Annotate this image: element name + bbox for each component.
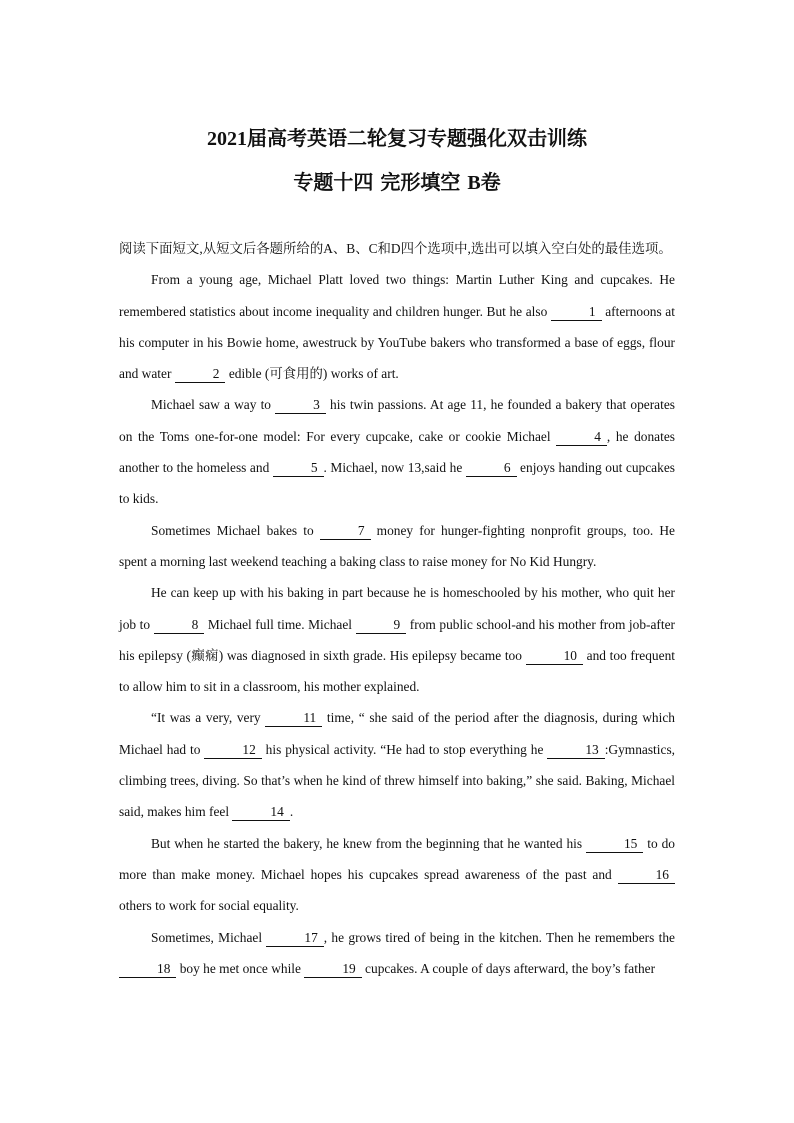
text: enjoys handing out cupcakes to kids. xyxy=(119,460,675,507)
blank-17: 17 xyxy=(266,930,323,947)
blank-4: 4 xyxy=(556,429,607,446)
text: Michael saw a way to xyxy=(151,397,276,413)
blank-7: 7 xyxy=(320,523,371,540)
text: others to work for social equality. xyxy=(119,898,299,914)
blank-9: 9 xyxy=(356,617,407,634)
text: Sometimes Michael bakes to xyxy=(151,522,320,538)
blank-16: 16 xyxy=(618,867,675,884)
text: “It was a very, very xyxy=(151,710,266,726)
text: his physical activity. “He had to stop everything he xyxy=(261,741,548,757)
blank-13: 13 xyxy=(547,742,604,759)
blank-11: 11 xyxy=(265,710,322,727)
blank-5: 5 xyxy=(273,460,324,477)
paragraph-1 xyxy=(119,264,675,389)
blank-3: 3 xyxy=(275,397,326,414)
paragraph-7 xyxy=(119,922,675,985)
paragraph-5 xyxy=(119,702,675,827)
paragraph-3 xyxy=(119,515,675,578)
text: from public school-and his mother from job-after his epilepsy (癫痫) was diagnosed in sixth grade. His epilepsy became too xyxy=(119,616,675,663)
blank-10: 10 xyxy=(526,648,583,665)
text: From a young age, Michael Platt loved two things: Martin Luther King and cupcakes. He remembered statistics about income inequality and children hunger. But he also xyxy=(119,272,675,319)
text: his twin passions. At age 11, he founded a bakery that operates on the Toms one-for-one model: For every cupcake, cake or cookie Michael xyxy=(119,397,675,444)
text: . xyxy=(289,804,294,820)
text: :Gymnastics, climbing trees, diving. So that’s when he kind of threw himself into baking,” she said. Baking, Michael said, makes him feel xyxy=(119,741,675,820)
document-title: 2021届高考英语二轮复习专题强化双击训练 xyxy=(207,128,587,150)
blank-15: 15 xyxy=(586,836,643,853)
text: Sometimes, Michael xyxy=(151,929,267,945)
text: cupcakes. A couple of days afterward, the boy’s father xyxy=(361,960,656,976)
text: and too frequent to allow him to sit in a classroom, his mother explained. xyxy=(119,647,675,695)
paragraph-4 xyxy=(119,577,675,702)
text: . Michael, now 13,said he xyxy=(323,460,466,476)
blank-1: 1 xyxy=(551,304,602,321)
text: edible (可食用的) works of art. xyxy=(225,366,399,382)
text: He can keep up with his baking in part because he is homeschooled by his mother, who quit her job to xyxy=(119,585,675,632)
blank-2: 2 xyxy=(175,366,226,383)
text: afternoons at his computer in his Bowie home, awestruck by YouTube bakers who transformed a base of eggs, flour and water xyxy=(119,303,675,382)
paragraph-2 xyxy=(119,389,675,514)
text: boy he met once while xyxy=(176,960,305,976)
blank-6: 6 xyxy=(466,460,517,477)
document-subtitle: 专题十四 完形填空 B卷 xyxy=(293,172,501,194)
blank-19: 19 xyxy=(304,961,361,978)
text: to do more than make money. Michael hopes his cupcakes spread awareness of the past and xyxy=(119,835,675,882)
text: money for hunger-fighting nonprofit groups, too. He spent a morning last weekend teaching a baking class to raise money for No Kid Hungry. xyxy=(119,522,675,569)
blank-8: 8 xyxy=(154,617,205,634)
text: Michael full time. Michael xyxy=(204,616,356,632)
document-body xyxy=(119,233,675,984)
text: , he donates another to the homeless and xyxy=(119,428,675,476)
blank-12: 12 xyxy=(204,742,261,759)
paragraph-6 xyxy=(119,828,675,922)
text: time, “ she said of the period after the diagnosis, during which Michael had to xyxy=(119,710,675,757)
text: , he grows tired of being in the kitchen. Then he remembers the xyxy=(323,929,676,945)
blank-14: 14 xyxy=(232,804,289,821)
blank-18: 18 xyxy=(119,961,176,978)
text: But when he started the bakery, he knew from the beginning that he wanted his xyxy=(151,835,586,851)
instructions: 阅读下面短文,从短文后各题所给的A、B、C和D四个选项中,选出可以填入空白处的最佳选项。 xyxy=(119,241,672,256)
